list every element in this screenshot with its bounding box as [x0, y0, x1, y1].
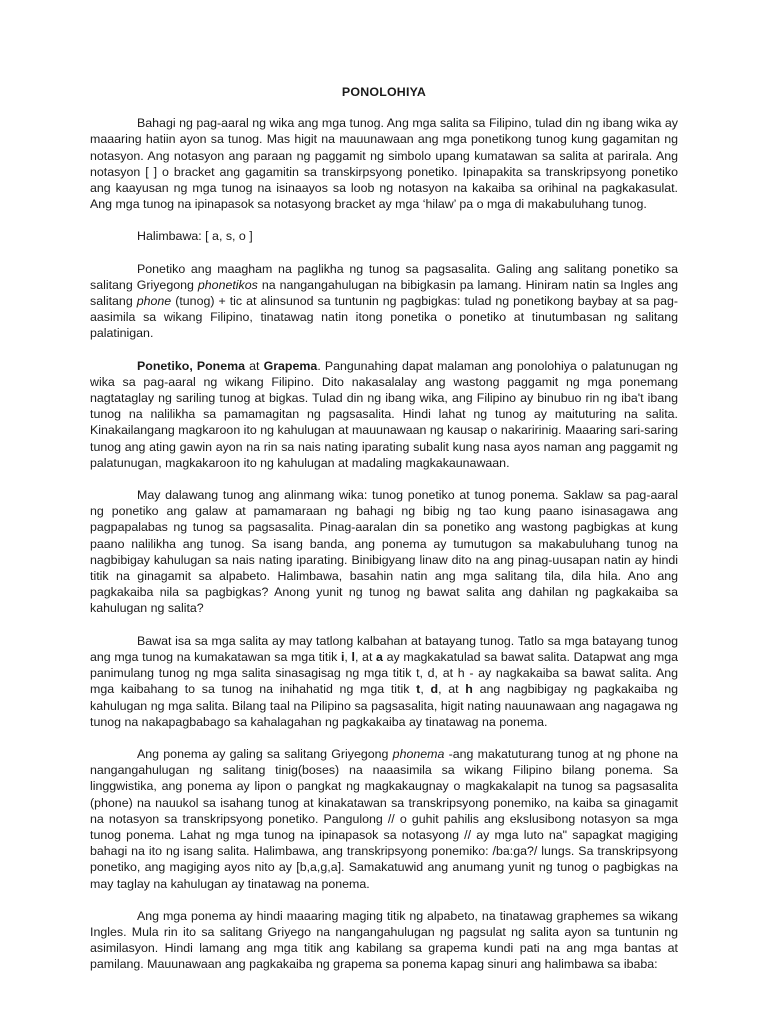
- bold-letter-h: h: [465, 682, 473, 697]
- paragraph-ponetiko: [90, 261, 678, 342]
- paragraph-graphemes: Ang mga ponema ay hindi maaaring maging titik ng alpabeto, na tinatawag graphemes sa wikang Ingles. Mula rin ito sa salitang Griyego na nangangahulugan ng pagsulat ng salita ayon sa tuntunin ng asimilasyon. Hindi lamang ang mga titik ang kabilang sa grapema kundi pati na ang mga bantas at pamilang. Mauunawaan ang pagkakaiba ng grapema sa ponema kapag sinuri ang halimbawa sa ibaba:: [90, 908, 678, 972]
- text-run: ang nagbibigay ng pagkakaiba ng kahulugan ng mga salita. Bilang taal na Pilipino sa pagsasalita, higit nating nauunawaan ang nagagawa ng tunog na nakapagbabago sa kahalagahan ng pagkakaiba ay tinatawag na ponema.: [90, 682, 678, 729]
- text-run: (tunog) + tic at alinsunod sa tuntunin ng pagbigkas: tulad ng ponetikong baybay at sa pag- aasimila sa wikang Filipino, tinatawag natin itong ponetika o ponetiko at tinutumbasan ng salitang palatinigan.: [90, 294, 679, 341]
- example-line: Halimbawa: [ a, s, o ]: [137, 229, 253, 244]
- paragraph-phonema: [90, 746, 678, 892]
- text-run: ,: [420, 682, 431, 697]
- paragraph-dalawang-tunog: May dalawang tunog ang alinmang wika: tunog ponetiko at tunog ponema. Saklaw sa pag-aaral ng ponetiko ang galaw at pamamaraan ng bahagi ng bibig ng tao kung paano isinasagawa ang pagpapalabas ng tunog sa pagsasalita. Pinag-aaralan din sa ponetiko ang wastong pagbigkas at kung paano nalilikha ang tunog. Sa isang banda, ang ponema ay tumutugon sa makabuluhang tunog na nagbibigay kahulugan sa nais nating iparating. Binibigyang linaw dito na ang pinag-uusapan natin ay hindi titik na ginagamit sa alpabeto. Halimbawa, basahin natin ang mga salitang tila, dila hila. Ano ang pagkakaiba nila sa pagbigkas? Anong yunit ng tunog ng bawat salita ang dahilan ng pagkakaiba sa kahulugan ng salita?: [90, 488, 678, 616]
- bold-term-ponetiko-ponema: Ponetiko, Ponema: [137, 358, 246, 373]
- text-run: , at: [354, 649, 377, 664]
- paragraph-ponema-grapema: [90, 358, 678, 471]
- italic-term-phonetikos: phonetikos: [197, 277, 258, 292]
- text-run: , at: [438, 682, 466, 697]
- text-run: ,: [344, 649, 352, 664]
- bold-letter-l: l: [351, 649, 355, 664]
- text-run: at: [245, 358, 264, 373]
- italic-term-phone: phone: [136, 294, 172, 309]
- bold-letter-a: a: [376, 649, 383, 664]
- paragraph-batayang-tunog: [90, 633, 678, 730]
- paragraph-intro: Bahagi ng pag-aaral ng wika ang mga tunog. Ang mga salita sa Filipino, tulad din ng ibang wika ay maaaring hatiin ayon sa tunog. Mas higit na mauunawaan ang mga ponetikong tunog kung gagamitan ng notasyon. Ang notasyon ang paraan ng paggamit ng simbolo upang kumatawan sa salita at parirala. Ang notasyon [ ] o bracket ang gagamitin sa transkirpsyong ponetiko. Ipinapakita sa transkripsyong ponetiko ang kaayusan ng mga tunog na isinaayos sa loob ng notasyon na kakaiba sa orihinal na pagkakasulat. Ang mga tunog na ipinapasok sa notasyong bracket ay mga ‘hilaw’ pa o mga di makabuluhang tunog.: [90, 116, 678, 212]
- text-run: . Pangunahing dapat malaman ang ponolohiya o palatunugan ng wika sa pag-aaral ng wikang Filipino. Dito nakasalalay ang wastong paggamit ng mga ponemang nagtataglay ng sariling tunog at bigkas. Tulad din ng ibang wika, ang Filipino ay binubuo rin ng iba't ibang tunog na nalilikha sa pamamagitan ng pagsasalita. Hindi lahat ng tunog ay maituturing na salita. Kinakailangang magkaroon ito ng kahulugan at mauunawaan ng kausap o nakaririnig. Maaaring sari-saring tunog ang ating gawin ayon na rin sa nais nating iparating subalit kung nasa ayos naman ang paggamit ng palatunugan, magkakaroon ito ng kahulugan at madaling magkakaunawaan.: [90, 358, 678, 470]
- text-run: Bawat isa sa mga salita ay may tatlong kalbahan at batayang tunog. Tatlo sa mga batayang tunog ang mga tunog na kumakatawan sa mga titik: [90, 633, 678, 664]
- bold-letter-t: t: [416, 682, 421, 697]
- bold-letter-i: i: [340, 649, 345, 664]
- text-run: Ang ponema ay galing sa salitang Griyegong: [137, 746, 393, 761]
- bold-term-grapema: Grapema: [263, 358, 318, 373]
- bold-letter-d: d: [430, 682, 439, 697]
- document-title: PONOLOHIYA: [341, 85, 427, 99]
- text-run: -ang makatuturang tunog at ng phone na nangangahulugan ng salitang tinig(boses) na naaasimila sa wikang Filipino bilang ponema. Sa linggwistika, ang ponema ay lipon o pangkat ng magkakaugnay o magkakalapit na tunog sa pagsasalita (phone) na nauukol sa isahang tunog at kinakatawan sa transkripsyong ponemiko, na kaiba sa ginagamit na notasyon sa transkripsyong ponetiko. Pangulong // o guhit pahilis ang ekslusibong notasyon sa mga tunog ponema. Lahat ng mga tunog na ipinapasok sa notasyong // ay mga luto na" sapagkat magiging bahagi na ito ng isang salita. Halimbawa, ang transkripsyong ponemiko: /ba:ga?/ lungs. Sa transkripsyong ponetiko, ang magiging ayos nito ay [b,a,g,a]. Samakatuwid ang anumang yunit ng tunog o pagbigkas na may taglay na kahulugan ay tinatawag na ponema.: [90, 746, 678, 891]
- text-run: ay magkakatulad sa bawat salita. Datapwat ang mga panimulang tunog ng mga salita sinasagisag ng mga titik t, d, at h - ay nagkakaiba sa bawat salita. Ang mga kaibahang to sa tunog na inihahatid ng mga titik: [90, 649, 678, 697]
- text-run: Ponetiko ang maagham na paglikha ng tunog sa pagsasalita. Galing ang salitang ponetiko sa salitang Griyegong: [90, 261, 678, 292]
- document-body: [90, 84, 678, 988]
- text-run: na nangangahulugan na bibigkasin pa lamang. Hiniram natin sa Ingles ang salitang: [90, 277, 678, 309]
- italic-term-phonema: phonema: [392, 746, 445, 761]
